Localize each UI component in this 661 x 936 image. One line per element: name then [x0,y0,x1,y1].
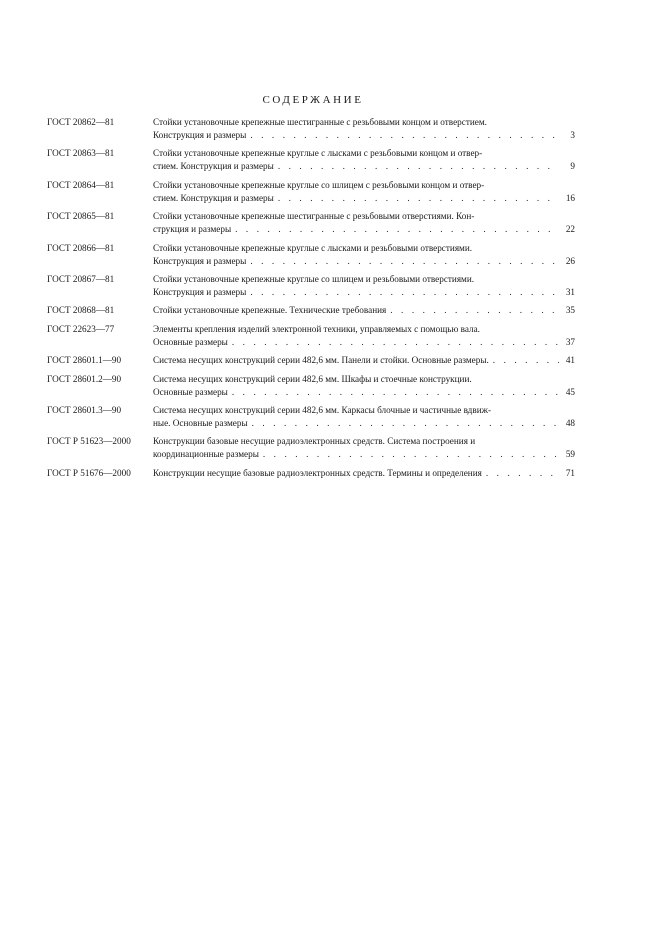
standard-code: ГОСТ Р 51623—2000 [47,436,131,447]
toc-entry[interactable] [47,304,575,317]
toc-title-text: Стойки установочные крепежные круглые со шлицем и резьбовыми отверстиями. [153,273,475,284]
toc-title-line-with-page [153,129,575,142]
table-of-contents [47,116,575,485]
toc-title-line-with-page [153,354,575,367]
toc-title-text: Основные размеры [153,336,228,347]
toc-title-text: струкция и размеры [153,224,232,235]
dot-leader [246,255,559,268]
toc-title-text: Основные размеры [153,386,228,397]
toc-title-line [153,323,575,336]
toc-entry-body [153,354,575,367]
page-number: 3 [570,130,575,140]
toc-title-text: Стойки установочные крепежные круглые с лысками с резьбовыми концом и отвер- [153,148,483,159]
toc-title-text: Конструкция и размеры [153,130,247,140]
toc-entry-body [153,373,575,399]
toc-title-text: Стойки установочные крепежные шестигранные с резьбовыми отверстиями. Кон- [153,211,475,222]
page-number: 41 [565,355,575,366]
toc-entry[interactable] [47,354,575,367]
toc-title-line-with-page [153,160,575,173]
dot-leader [228,336,559,349]
page-title: СОДЕРЖАНИЕ [262,94,364,106]
toc-title-text: стием. Конструкция и размеры [153,161,274,172]
toc-entry-body [153,273,575,299]
toc-entry[interactable] [47,242,575,268]
toc-title-text: Элементы крепления изделий электронной техники, управляемых с помощью вала. [153,323,480,334]
toc-entry-body [153,147,575,173]
dot-leader [386,304,559,317]
standard-code: ГОСТ 28601.2—90 [47,373,122,384]
dot-leader [246,129,559,142]
toc-title-text: Стойки установочные крепежные круглые с лысками и резьбовыми отверстиями. [153,242,473,253]
toc-title-text: Конструкция и размеры [153,255,247,266]
toc-title-text: Стойки установочные крепежные круглые со шлицем с резьбовыми концом и отвер- [153,179,485,190]
toc-entry-body [153,116,575,142]
standard-code: ГОСТ 28601.3—90 [47,404,122,415]
toc-entry-body [153,242,575,268]
toc-entry[interactable] [47,116,575,142]
toc-entry[interactable] [47,404,575,430]
dot-leader [246,286,559,299]
dot-leader [259,448,559,461]
toc-entry-body [153,467,575,480]
page-number: 22 [565,224,575,235]
page-number: 45 [565,386,575,397]
toc-entry-body [153,179,575,205]
dot-leader [482,467,559,480]
toc-title-line-with-page [153,304,575,317]
dot-leader [228,386,559,399]
standard-code: ГОСТ 20868—81 [47,305,115,316]
toc-title-line [153,435,575,448]
toc-entry[interactable] [47,467,575,480]
toc-title-text: координационные размеры [153,449,259,460]
page-number: 16 [565,192,575,203]
dot-leader [231,223,559,236]
standard-code: ГОСТ 20866—81 [47,242,115,253]
page-number: 71 [565,467,575,478]
toc-title-text: Стойки установочные крепежные шестигранные с резьбовыми концом и отверстием. [153,117,487,127]
standard-code: ГОСТ 20865—81 [47,211,115,222]
toc-title-line [153,373,575,386]
page-number: 31 [565,286,575,297]
toc-title-text: ные. Основные размеры [153,417,248,428]
toc-entry-body [153,323,575,349]
toc-entry[interactable] [47,210,575,236]
toc-title-text: Конструкция и размеры [153,286,247,297]
toc-entry-body [153,210,575,236]
dot-leader [274,192,559,205]
page-number: 9 [570,161,575,172]
toc-title-text: Система несущих конструкций серии 482,6 мм. Панели и стойки. Основные размеры. [153,355,489,366]
toc-title-text: Конструкции базовые несущие радиоэлектронных средств. Система построения и [153,436,476,447]
dot-leader [489,354,559,367]
toc-title-text: Стойки установочные крепежные. Технические требования [153,305,387,316]
toc-title-line-with-page [153,255,575,268]
standard-code: ГОСТ 20862—81 [47,117,115,127]
dot-leader [248,417,559,430]
toc-entry[interactable] [47,179,575,205]
toc-title-line [153,273,575,286]
toc-title-line [153,242,575,255]
standard-code: ГОСТ Р 51676—2000 [47,467,131,478]
page-number: 37 [565,336,575,347]
page-number: 26 [565,255,575,266]
toc-title-line-with-page [153,467,575,480]
standard-code: ГОСТ 20863—81 [47,148,115,159]
toc-title-line-with-page [153,286,575,299]
toc-title-line [153,147,575,160]
toc-title-line [153,404,575,417]
toc-title-line [153,210,575,223]
toc-title-text: Система несущих конструкций серии 482,6 мм. Каркасы блочные и частичные вдвиж- [153,404,492,415]
toc-title-line-with-page [153,336,575,349]
page-number: 35 [565,305,575,316]
standard-code: ГОСТ 20864—81 [47,179,115,190]
toc-title-text: Система несущих конструкций серии 482,6 мм. Шкафы и стоечные конструкции. [153,373,472,384]
toc-title-line-with-page [153,192,575,205]
toc-entry[interactable] [47,147,575,173]
toc-entry-body [153,304,575,317]
toc-entry[interactable] [47,323,575,349]
toc-entry-body [153,404,575,430]
standard-code: ГОСТ 28601.1—90 [47,355,122,366]
page-number: 48 [565,417,575,428]
toc-entry-body [153,435,575,461]
toc-title-line-with-page [153,448,575,461]
toc-entry[interactable] [47,273,575,299]
standard-code: ГОСТ 20867—81 [47,273,115,284]
standard-code: ГОСТ 22623—77 [47,323,115,334]
toc-title-text: Конструкции несущие базовые радиоэлектронных средств. Термины и определения [153,467,482,478]
toc-title-line-with-page [153,223,575,236]
dot-leader [274,160,559,173]
toc-entry[interactable] [47,373,575,399]
toc-title-text: стием. Конструкция и размеры [153,192,274,203]
page-number: 59 [565,449,575,460]
toc-title-line [153,179,575,192]
toc-title-line-with-page [153,417,575,430]
toc-title-line-with-page [153,386,575,399]
toc-entry[interactable] [47,435,575,461]
toc-title-line [153,116,575,129]
